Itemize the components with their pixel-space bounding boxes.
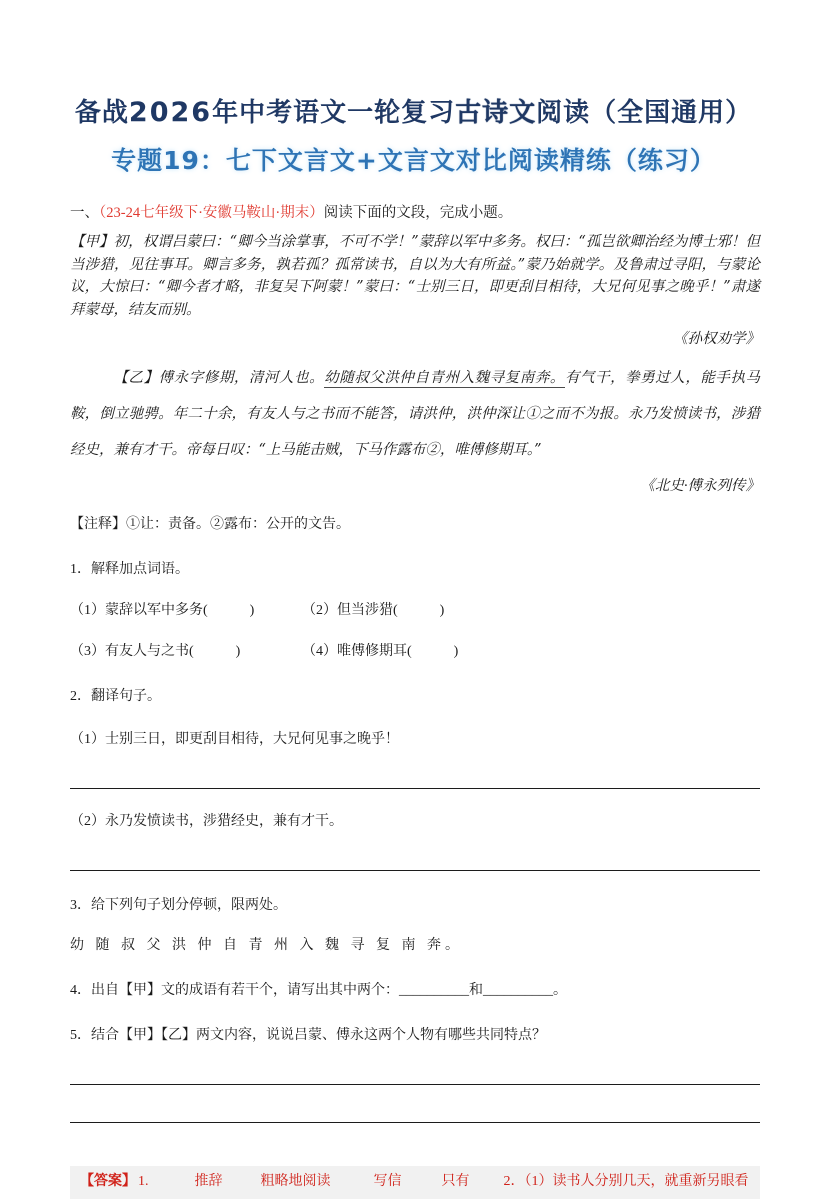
title-mid: 年中考语文一轮复习 [212,98,456,128]
exam-source-tag: （23-24七年级下·安徽马鞍山·期末） [99,205,324,221]
title-emphasis: 古诗文 [455,98,537,128]
answer-blank-line [70,788,760,789]
answer-blank-line [70,1084,760,1085]
passage-yi-opening: 【乙】傅永字修期，清河人也。 [113,370,325,386]
question-2-stem: 2．翻译句子。 [70,689,161,704]
answer-segment: 2．（1）读书人分别几天，就重新另眼看 [503,1174,749,1189]
question-1-item-4: （4）唯傅修期耳( ) [302,644,459,659]
question-1-item-2: （2）但当涉猎( ) [302,603,445,618]
answer-blank-line [70,870,760,871]
question-2-item-2: （2）永乃发愤读书，涉猎经史，兼有才干。 [70,814,343,829]
answer-key-strip [70,1166,760,1199]
question-3-sentence: 幼 随 叔 父 洪 仲 自 青 州 入 魏 寻 复 南 奔。 [70,938,463,953]
passage-jia-source: 《孙权劝学》 [673,331,760,347]
answer-segment: 1. [138,1174,149,1189]
answer-blank-line [70,1122,760,1123]
section-heading [70,203,760,224]
title-suffix: 阅读（全国通用） [536,98,753,128]
subtitle-number: 19 [163,146,200,175]
answer-segment: 粗略地阅读 [260,1174,331,1189]
passage-yi [70,360,760,468]
content-area [70,203,760,1199]
document-subtitle [0,145,827,177]
section-index: 一、 [70,205,99,221]
passage-jia: 【甲】初，权谓吕蒙曰：“卿今当涂掌事，不可不学！”蒙辞以军中多务。权曰：“孤岂欲卿治经为博士邪！但当涉猎，见往事耳。卿言多务，孰若孤？孤常读书，自以为大有所益。”蒙乃始就学。及鲁肃过寻阳，与蒙论议，大惊曰：“卿今者才略，非复吴下阿蒙！”蒙曰：“士别三日，即更刮目相待，大兄何见事之晚乎！”肃遂拜蒙母，结友而别。 [70,234,760,318]
annotations-note: 【注释】①让：责备。②露布：公开的文告。 [70,517,350,532]
passage-yi-underlined-sentence: 幼随叔父洪仲自青州入魏寻复南奔。 [324,370,565,386]
subtitle-prefix: 专题 [111,146,164,175]
question-1-stem: 1．解释加点词语。 [70,562,189,577]
question-3-stem: 3．给下列句子划分停顿，限两处。 [70,898,287,913]
answer-segment: 推辞 [194,1174,223,1189]
question-2-item-1: （1）士别三日，即更刮目相待，大兄何见事之晚乎！ [70,732,399,747]
question-4-stem: 4．出自【甲】文的成语有若干个，请写出其中两个：__________和__________。 [70,983,567,998]
title-year: 2026 [128,97,213,128]
passage-yi-source: 《北史·傅永列传》 [640,478,760,494]
question-1-item-1: （1）蒙辞以军中多务( ) [70,603,255,618]
question-5-stem: 5．结合【甲】【乙】两文内容，说说吕蒙、傅永这两个人物有哪些共同特点？ [70,1028,546,1043]
document-title [0,96,827,130]
subtitle-suffix: ：七下文言文+文言文对比阅读精练（练习） [199,146,716,175]
title-block [0,0,827,177]
question-1-row-2 [70,642,760,662]
title-prefix: 备战 [74,98,129,128]
answer-key-label: 【答案】 [80,1174,136,1189]
answer-segment: 只有 [441,1174,470,1189]
passage-yi-rest: 有气干，拳勇过人，能手执马鞍，倒立驰骋。年二十余，有友人与之书而不能答，请洪仲，洪仲深让①之而不为报。永乃发愤读书，涉猎经史，兼有才干。帝每日叹：“上马能击贼，下马作露布②，唯傅修期耳。” [70,370,761,458]
question-1-item-3: （3）有友人与之书( ) [70,644,241,659]
question-1-row-1 [70,601,760,621]
section-intro: 阅读下面的文段，完成小题。 [323,205,513,221]
answer-segment: 写信 [373,1174,402,1189]
